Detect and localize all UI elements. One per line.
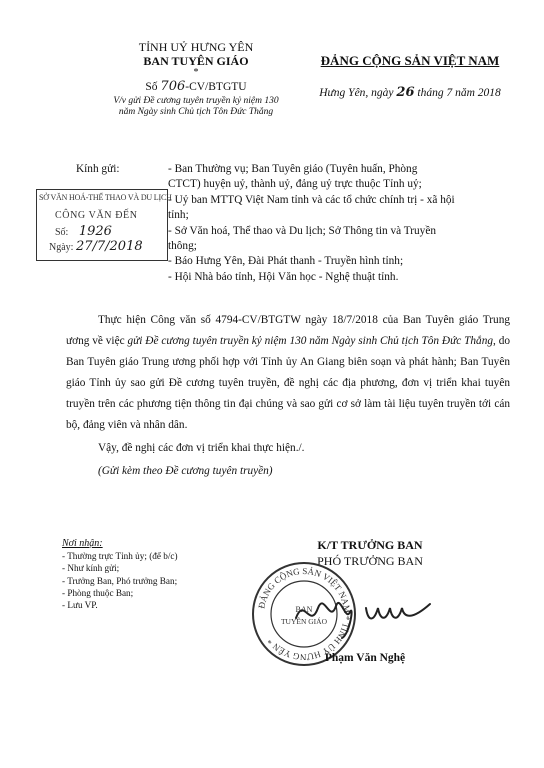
stamp-date	[49, 241, 143, 253]
stamp-number-label: Số:	[55, 227, 69, 238]
body-attachment-note: (Gửi kèm theo Đề cương tuyên truyền)	[98, 465, 273, 477]
distribution-item: - Thường trực Tỉnh ủy; (để b/c)	[62, 551, 178, 562]
recipient-line: - Báo Hưng Yên, Đài Phát thanh - Truyền hình tỉnh;	[168, 255, 404, 268]
recipients-label: Kính gửi:	[76, 163, 120, 175]
issuer-province: TỈNH UỶ HƯNG YÊN	[138, 40, 254, 54]
distribution-item: - Phòng thuộc Ban;	[62, 587, 134, 598]
date-prefix: Hưng Yên, ngày	[319, 87, 394, 99]
distribution-item: - Lưu VP.	[62, 600, 98, 611]
subject-line-2: năm Ngày sinh Chủ tịch Tôn Đức Thắng	[118, 107, 274, 117]
document-body	[66, 310, 510, 482]
stamp-agency: SỞ VĂN HOÁ-THỂ THAO VÀ DU LỊCH	[39, 193, 172, 202]
seal-center-line-2: TUYÊN GIÁO	[280, 617, 328, 626]
distribution-item: - Như kính gửi;	[62, 563, 120, 574]
body-paragraph-1	[66, 310, 510, 436]
subject-line-1: V/v gửi Đề cương tuyên truyền kỷ niệm 130	[113, 96, 279, 106]
issuer-star: *	[193, 67, 199, 78]
issuer-block	[96, 40, 296, 118]
signer-name: Phạm Văn Nghệ	[324, 652, 406, 664]
received-stamp	[36, 189, 172, 261]
issue-date	[300, 86, 520, 100]
recipient-line: - Sở Văn hoá, Thể thao và Du lịch; Sở Thông tin và Truyền	[168, 224, 436, 237]
document-reference	[96, 80, 296, 94]
reference-suffix: -CV/BTGTU	[185, 81, 247, 93]
stamp-number	[55, 226, 112, 238]
body-paragraph-2: Vậy, đề nghị các đơn vị triển khai thực hiện./.	[98, 442, 305, 454]
issuer-department: BAN TUYÊN GIÁO	[143, 54, 249, 68]
recipient-line: thông;	[168, 240, 197, 253]
party-name: ĐẢNG CỘNG SẢN VIỆT NAM	[320, 53, 500, 68]
document-subject	[96, 96, 296, 118]
date-suffix: tháng 7 năm 2018	[417, 87, 501, 99]
signature-line-2: PHÓ TRƯỞNG BAN	[317, 554, 423, 568]
signature-stroke-1	[296, 603, 352, 638]
seal-center-line-1: BAN	[295, 605, 313, 614]
recipient-line: - Hội Nhà báo tỉnh, Hội Văn học - Nghệ thuật tỉnh.	[168, 270, 399, 283]
stamp-number-value: 1926	[78, 224, 112, 239]
signature-line-1: K/T TRƯỞNG BAN	[317, 538, 423, 552]
body-p1-italic: gửi Đề cương tuyên truyền kỷ niệm 130 năm Ngày sinh Chủ tịch Tôn Đức Thắng	[127, 335, 493, 347]
date-day: 26	[396, 85, 415, 100]
distribution-item: - Trưởng Ban, Phó trưởng Ban;	[62, 575, 178, 586]
stamp-date-label: Ngày:	[49, 242, 74, 253]
reference-number: 706	[160, 79, 186, 94]
recipient-line: tỉnh;	[168, 209, 189, 222]
distribution-list	[62, 538, 282, 611]
seal-ring-text: ĐẢNG CỘNG SẢN VIỆT NAM * TỈNH ỦY HƯNG YÊN *	[256, 565, 353, 663]
handwritten-signature	[290, 578, 440, 648]
recipient-line: - Uỷ ban MTTQ Việt Nam tỉnh và các tổ chức chính trị - xã hội	[168, 193, 455, 206]
stamp-date-value: 27/7/2018	[75, 239, 143, 254]
party-block	[300, 53, 520, 100]
signature-stroke-2	[366, 604, 430, 619]
distribution-heading: Nơi nhận:	[62, 538, 103, 549]
recipient-line: CTCT) huyện uỷ, thành uỷ, đảng uỷ trực thuộc Tỉnh uỷ;	[168, 178, 422, 191]
recipient-line: - Ban Thường vụ; Ban Tuyên giáo (Tuyên huấn, Phòng	[168, 163, 418, 175]
stamp-title: CÔNG VĂN ĐẾN	[55, 210, 138, 221]
reference-prefix: Số	[145, 81, 158, 93]
body-p1-end: , do Ban Tuyên giáo Trung ương phối hợp với Tỉnh ủy An Giang biên soạn và phát hành; Ban Tuyên giáo Tỉnh ủy sao gửi Đề cương tuyên truyền, đề nghị các địa phương, đơn vị triển khai tuyên truyền trên các phương tiện thông tin đại chúng và sao gửi cơ sở làm tài liệu tuyên truyền tới cán bộ, đảng viên và nhân dân.	[66, 335, 510, 431]
body-p1-start: Thực hiện Công văn số 4794-CV/BTGTW ngày 18/7/2018 của Ban Tuyên giáo Trung ương về việc	[66, 314, 510, 347]
